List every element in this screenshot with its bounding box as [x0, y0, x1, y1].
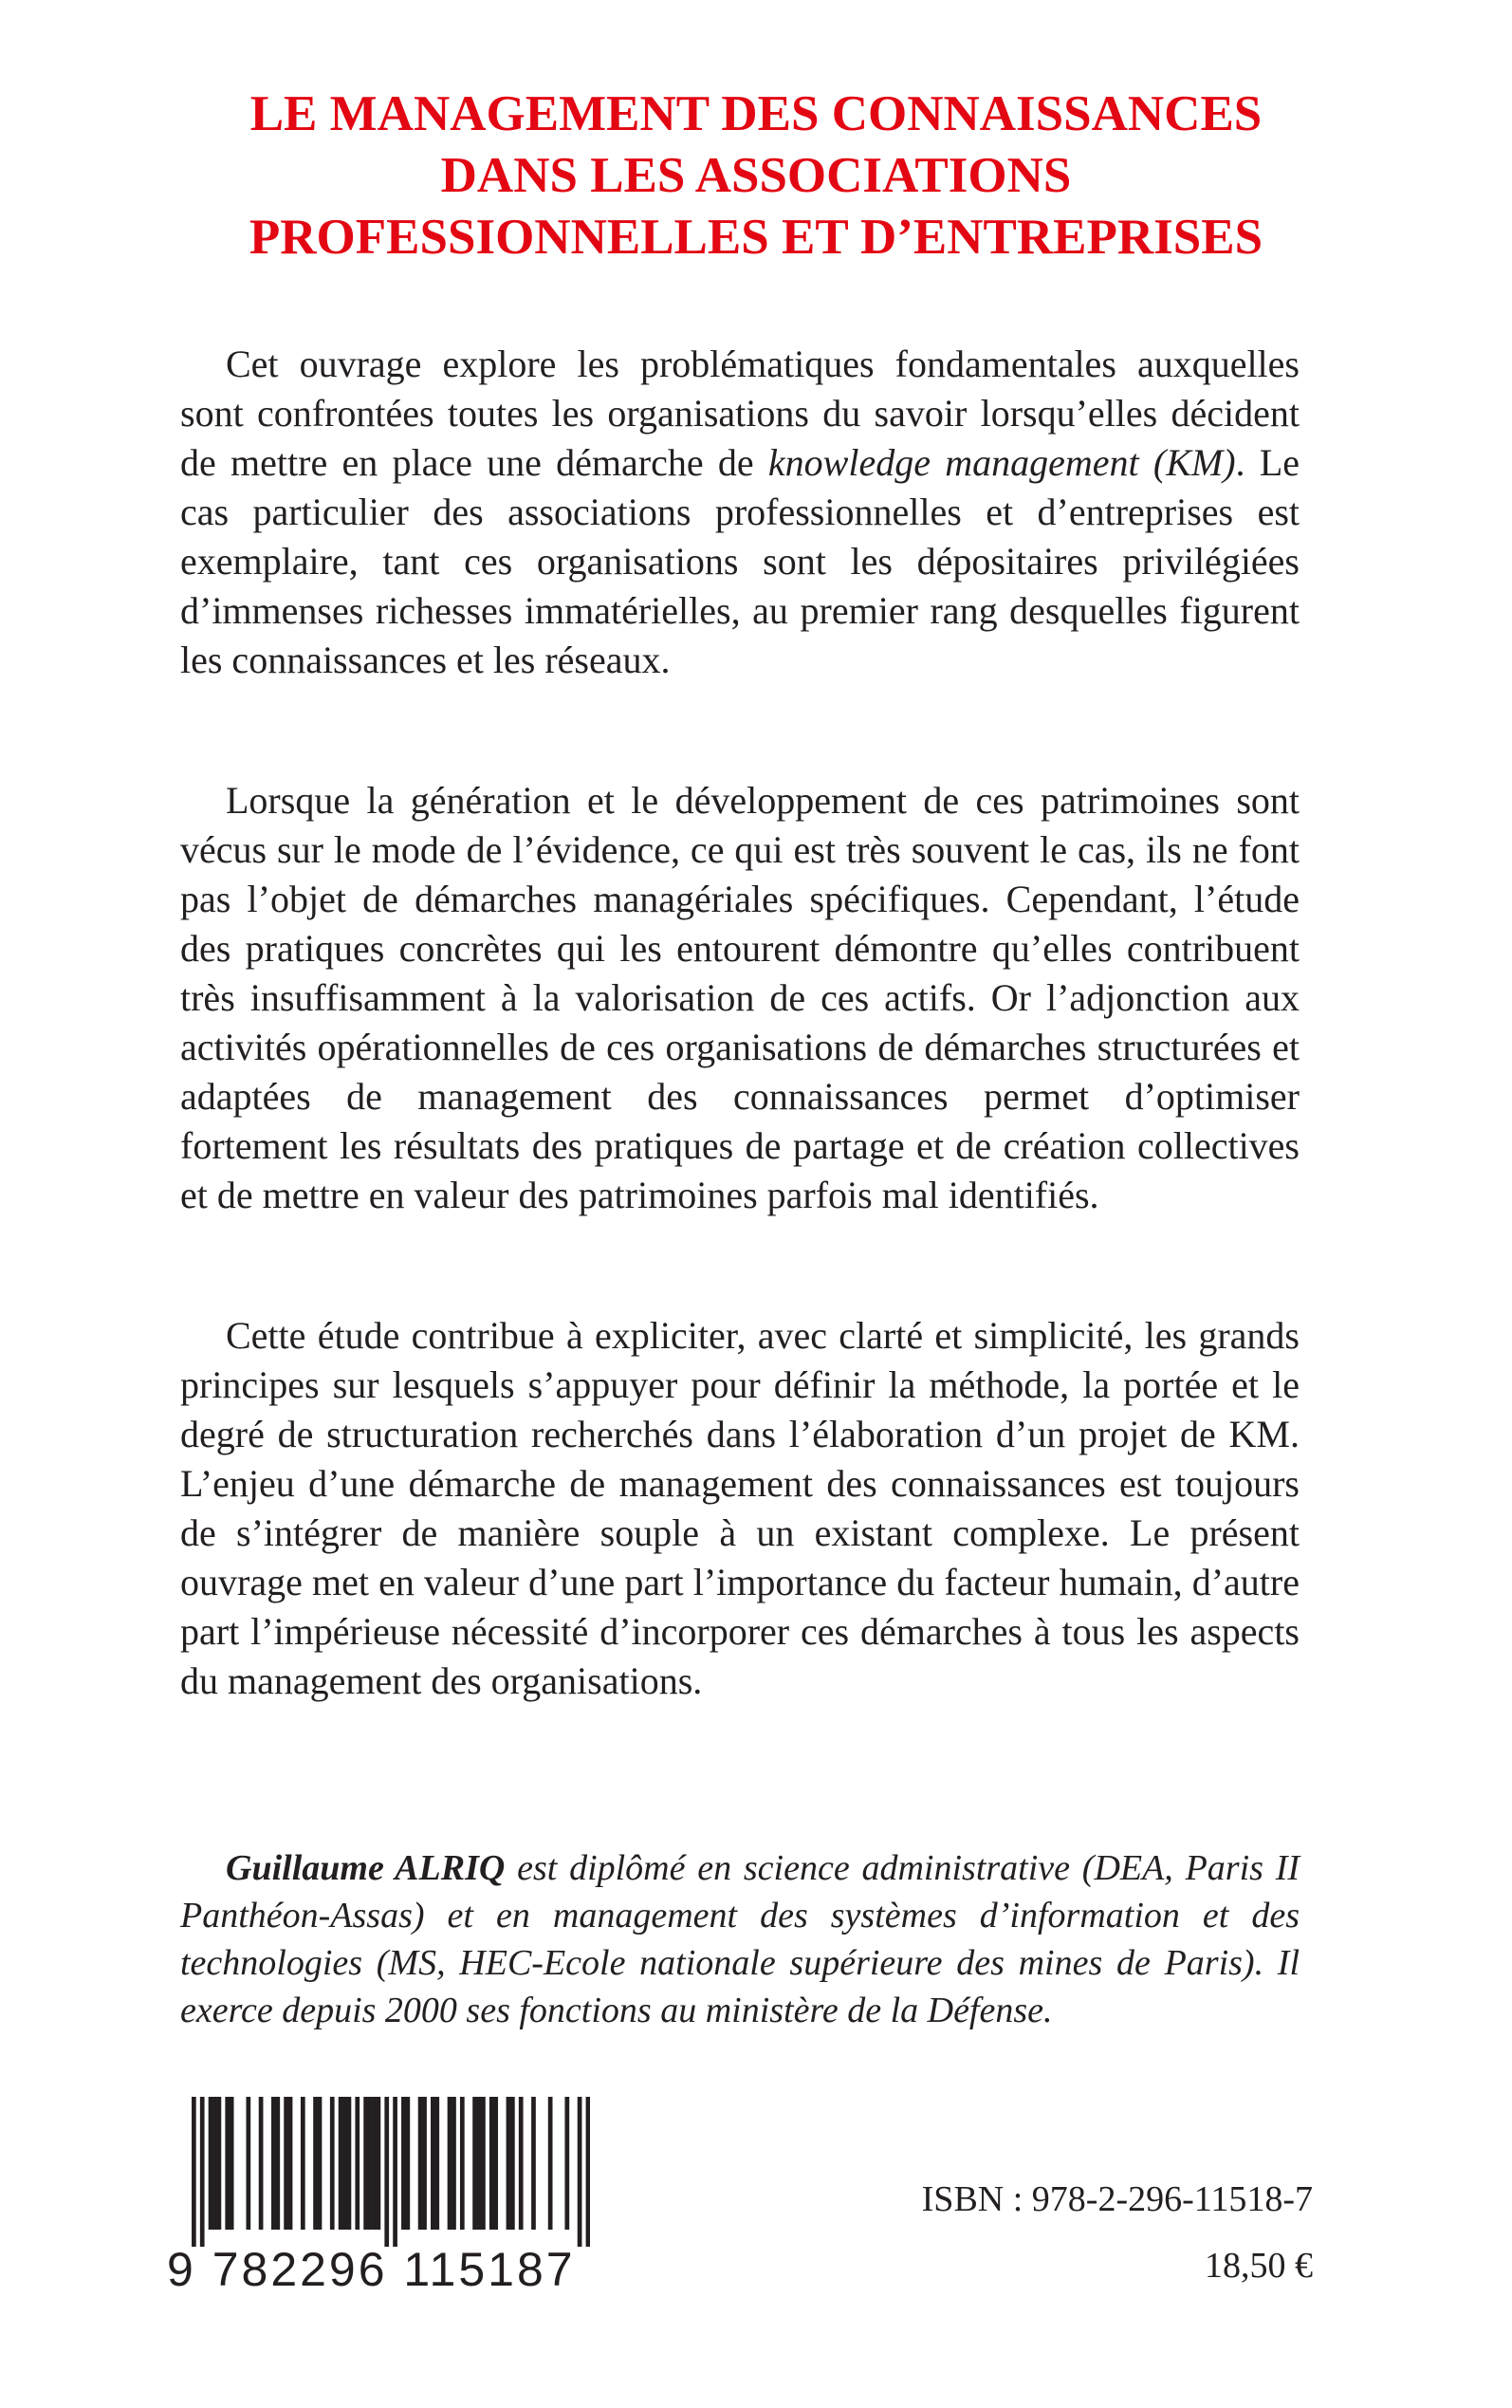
- barcode-bar: [225, 2097, 230, 2230]
- barcode-bar: [259, 2097, 264, 2230]
- barcode-bar: [472, 2097, 477, 2230]
- barcode-bar: [200, 2097, 205, 2247]
- barcode-bar: [271, 2097, 276, 2230]
- barcode-bar: [489, 2097, 494, 2230]
- barcode-bar: [368, 2097, 373, 2230]
- barcode-bar: [342, 2097, 347, 2230]
- barcode-bar: [431, 2097, 435, 2230]
- barcode-bar: [405, 2097, 410, 2230]
- barcode-bar: [372, 2097, 377, 2230]
- price: 18,50 €: [1205, 2246, 1313, 2286]
- barcode-bar: [422, 2097, 427, 2230]
- paragraph-1: [180, 340, 1300, 685]
- barcode-bar: [209, 2097, 213, 2230]
- barcode-bar: [230, 2097, 234, 2230]
- barcode: [167, 2097, 599, 2298]
- barcode-bar: [477, 2097, 482, 2230]
- barcode-bar: [284, 2097, 288, 2230]
- barcode-bar: [339, 2097, 343, 2230]
- barcode-bar: [434, 2097, 439, 2230]
- barcode-bar: [548, 2097, 553, 2230]
- barcode-bar: [460, 2097, 465, 2230]
- barcode-bar: [510, 2097, 515, 2230]
- barcode-bar: [192, 2097, 196, 2247]
- author-bio: [180, 1844, 1300, 2034]
- barcode-bar: [275, 2097, 280, 2230]
- barcode-bar: [301, 2097, 305, 2230]
- barcode-bar: [347, 2097, 352, 2230]
- barcode-bar: [401, 2097, 406, 2230]
- book-title: [0, 83, 1512, 269]
- barcode-bar: [384, 2097, 389, 2247]
- barcode-bar: [564, 2097, 569, 2230]
- barcode-bar: [531, 2097, 536, 2230]
- author-name: Guillaume ALRIQ: [226, 1848, 506, 1888]
- paragraph-1-start: Cet ouvrage explore les problématiques fondamentales auxquelles sont confrontées toutes les organisations du savoir lorsqu’elles décident de mettre en place une démarche de: [180, 343, 1300, 484]
- isbn: ISBN : 978-2-296-11518-7: [921, 2179, 1313, 2219]
- paragraph-2: Lorsque la génération et le développement de ces patrimoines sont vécus sur le mode de l’évidence, ce qui est très souvent le cas, ils ne font pas l’objet de démarches managériales spécifiques. Cependant, l’étude des pratiques concrètes qui les entourent démontre qu’elles contribuent très insuffisamment à la valorisation de ces actifs. Or l’adjonction aux activités opérationnelles de ces organisations de démarches structurées et adaptées de management des connaissances permet d’optimiser fortement les résultats des pratiques de partage et de création collectives et de mettre en valeur des patrimoines parfois mal identifiés.: [180, 779, 1300, 1216]
- barcode-bars: [192, 2097, 590, 2247]
- barcode-bar: [452, 2097, 456, 2230]
- barcode-bar: [330, 2097, 335, 2230]
- author-bio-text: est diplômé en science administrative (DEA, Paris II Panthéon-Assas) et en management des systèmes d’information et des technologies (MS, HEC-Ecole nationale supérieure des mines de Paris). Il exerce depuis 2000 ses fonctions au ministère de la Défense.: [180, 1848, 1300, 2030]
- barcode-bar: [481, 2097, 486, 2230]
- paragraph-1-italic: knowledge management (KM): [767, 441, 1236, 484]
- barcode-bar: [507, 2097, 511, 2230]
- barcode-bar: [246, 2097, 250, 2230]
- barcode-bar: [418, 2097, 423, 2230]
- book-title-line-3: PROFESSIONNELLES ET D’ENTREPRISES: [249, 210, 1263, 265]
- paragraph-1-end: . Le cas particulier des associations professionnelles et d’entreprises est exemplaire, tant ces organisations sont les dépositaires privilégiées d’immenses richesses immatérielles, au premier rang desquelles figurent les connaissances et les réseaux.: [180, 441, 1300, 681]
- barcode-bar: [355, 2097, 360, 2230]
- book-title-line-2: DANS LES ASSOCIATIONS: [440, 148, 1072, 203]
- barcode-bar: [313, 2097, 318, 2230]
- barcode-bar: [393, 2097, 397, 2247]
- barcode-bar: [363, 2097, 368, 2230]
- barcode-bar: [578, 2097, 582, 2247]
- barcode-bar: [212, 2097, 217, 2230]
- barcode-bar: [448, 2097, 452, 2230]
- barcode-bar: [288, 2097, 293, 2230]
- book-title-line-1: LE MANAGEMENT DES CONNAISSANCES: [249, 86, 1263, 141]
- paragraph-3: Cette étude contribue à expliciter, avec clarté et simplicité, les grands principes sur lesquels s’appuyer pour définir la méthode, la portée et le degré de structuration recherchés dans l’élaboration d’un projet de KM. L’enjeu d’une démarche de management des connaissances est toujours de s’intégrer de manière souple à un existant complexe. Le présent ouvrage met en valeur d’une part l’importance du facteur humain, d’autre part l’impérieuse nécessité d’incorporer ces démarches à tous les aspects du management des organisations.: [180, 1314, 1300, 1702]
- barcode-bar: [217, 2097, 222, 2230]
- barcode-digits: 9 782296 115187: [167, 2243, 576, 2296]
- barcode-bar: [586, 2097, 590, 2247]
- barcode-bar: [519, 2097, 524, 2230]
- barcode-bar: [493, 2097, 498, 2230]
- barcode-bar: [318, 2097, 323, 2230]
- barcode-bar: [377, 2097, 381, 2230]
